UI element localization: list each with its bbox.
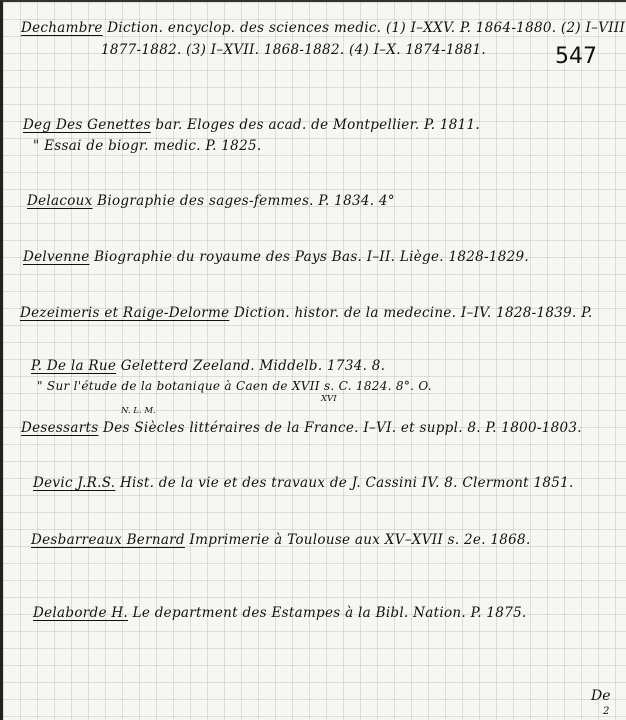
entry-head: Dezeimeris et Raige-Delorme — [20, 305, 230, 321]
entry-head: Desbarreaux Bernard — [31, 532, 185, 548]
entry-title: Geletterd Zeeland. Middelb. 1734. 8. — [116, 358, 386, 374]
entry-delvenne — [23, 249, 529, 265]
entry-title: Hist. de la vie et des travaux de J. Cassini IV. 8. Clermont 1851. — [115, 475, 574, 491]
card-number: 547 — [555, 44, 597, 69]
entry-dechambre-cont: 1877-1882. (3) I–XVII. 1868-1882. (4) I–X. 1874-1881. — [101, 42, 486, 58]
entry-desessarts-sup: N. L. M. — [121, 406, 156, 416]
entry-delarue-sup: XVI — [321, 394, 337, 404]
entry-head: Devic J.R.S. — [33, 475, 116, 491]
entry-title: Le department des Estampes à la Bibl. Nation. P. 1875. — [128, 605, 527, 621]
entry-dechambre — [21, 20, 625, 36]
entry-title: bar. Eloges des acad. de Montpellier. P. 1811. — [150, 117, 481, 133]
entry-dezeimeris — [20, 305, 592, 321]
entry-title: Biographie du royaume des Pays Bas. I–II. Liège. 1828-1829. — [89, 249, 530, 265]
entry-title: Imprimerie à Toulouse aux XV–XVII s. 2e. 1868. — [184, 532, 531, 548]
entry-devic — [33, 475, 574, 491]
signature-sub: 2 — [603, 706, 610, 717]
entry-head: Deg Des Genettes — [23, 117, 151, 133]
entry-desbarreaux — [31, 532, 531, 548]
entry-head: Delacoux — [27, 193, 93, 209]
entry-head: Delaborde H. — [33, 605, 128, 621]
entry-title: Diction. histor. de la medecine. I–IV. 1828-1839. P. — [229, 305, 593, 321]
entry-head: P. De la Rue — [31, 358, 117, 374]
entry-delarue-cont: " Sur l'étude de la botanique à Caen de XVII s. C. 1824. 8°. O. — [37, 379, 432, 393]
entry-desgenettes — [23, 117, 480, 133]
entry-head: Desessarts — [21, 420, 99, 436]
entry-delaborde — [33, 605, 527, 621]
entry-title: Diction. encyclop. des sciences medic. (1) I–XXV. P. 1864-1880. (2) I–VIII — [102, 20, 626, 36]
entry-title: Biographie des sages-femmes. P. 1834. 4° — [92, 193, 395, 209]
entry-desessarts — [21, 420, 582, 436]
signature: De — [591, 688, 611, 704]
entry-delacoux — [27, 193, 395, 209]
entry-title: Des Siècles littéraires de la France. I–VI. et suppl. 8. P. 1800-1803. — [98, 420, 582, 436]
entry-head: Delvenne — [23, 249, 90, 265]
entry-desgenettes-cont: " Essai de biogr. medic. P. 1825. — [33, 138, 262, 154]
entry-delarue — [31, 358, 385, 374]
entry-head: Dechambre — [21, 20, 103, 36]
